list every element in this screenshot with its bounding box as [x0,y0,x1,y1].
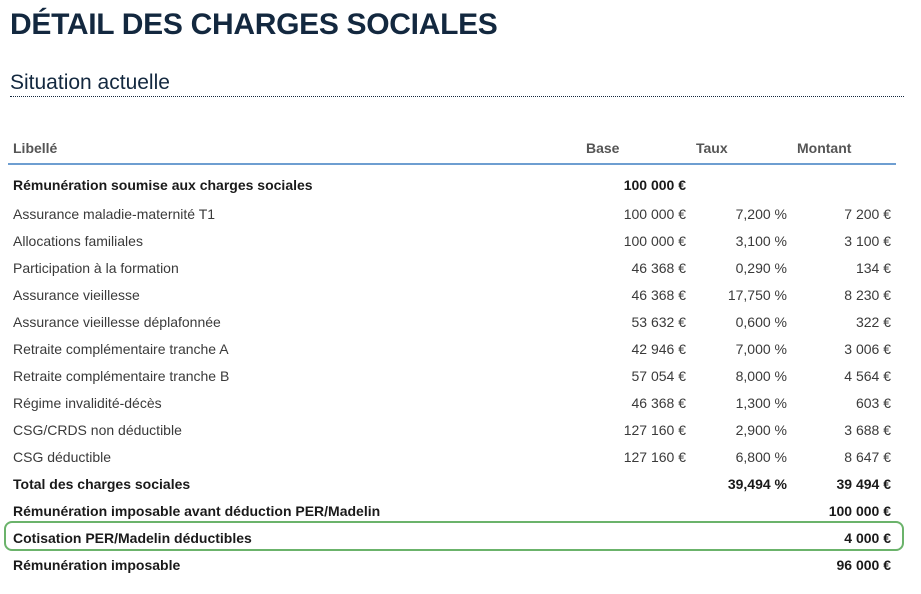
summary-row [8,497,896,524]
charges-table [8,133,896,578]
table-row [8,165,896,200]
row-amount: 603 € [855,394,891,411]
row-base: 100 000 € [623,232,686,249]
header-rate: Taux [691,133,792,165]
row-label: Retraite complémentaire tranche B [13,367,230,384]
row-rate: 0,290 % [735,259,787,276]
row-label: Cotisation PER/Madelin déductibles [13,529,252,546]
total-row [8,470,896,497]
row-rate: 2,900 % [735,421,787,438]
row-rate: 17,750 % [727,286,787,303]
table-header-row [8,133,896,165]
row-amount: 7 200 € [844,205,891,222]
row-amount: 8 230 € [844,286,891,303]
table-row [8,443,896,470]
table-row [8,227,896,254]
row-base: 53 632 € [631,313,686,330]
row-label: Allocations familiales [13,232,143,249]
row-label: Rémunération imposable [13,556,181,573]
row-base [581,551,691,578]
row-rate [691,551,792,578]
row-amount: 39 494 € [836,475,891,492]
row-amount: 96 000 € [836,556,891,573]
row-base: 100 000 € [623,177,686,193]
row-amount: 322 € [855,313,891,330]
table-row [8,308,896,335]
row-label: Participation à la formation [13,259,179,276]
table-row [8,416,896,443]
row-label: CSG/CRDS non déductible [13,421,182,438]
row-base: 57 054 € [631,367,686,384]
row-base: 127 160 € [623,421,686,438]
row-base: 100 000 € [623,205,686,222]
row-label: Assurance vieillesse déplafonnée [13,313,221,330]
table-row [8,389,896,416]
row-label: Rémunération soumise aux charges sociales [13,177,313,193]
row-base: 42 946 € [631,340,686,357]
table-row [8,362,896,389]
row-label: Total des charges sociales [13,475,191,492]
summary-row [8,551,896,578]
row-amount: 8 647 € [844,448,891,465]
row-rate: 1,300 % [735,394,787,411]
row-base: 46 368 € [631,286,686,303]
table-row [8,335,896,362]
row-rate: 0,600 % [735,313,787,330]
row-rate: 7,200 % [735,205,787,222]
row-rate [691,165,792,200]
row-base: 46 368 € [631,259,686,276]
row-rate: 8,000 % [735,367,787,384]
row-label: Retraite complémentaire tranche A [13,340,229,357]
row-rate [691,497,792,524]
row-base: 127 160 € [623,448,686,465]
row-base [581,470,691,497]
row-rate: 7,000 % [735,340,787,357]
row-label: CSG déductible [13,448,112,465]
table-row [8,200,896,227]
row-amount: 134 € [855,259,891,276]
section-divider [10,96,904,97]
row-amount: 3 100 € [844,232,891,249]
row-amount: 100 000 € [828,502,891,519]
row-label: Rémunération imposable avant déduction PER/Madelin [13,502,381,519]
row-base [581,524,691,551]
table-row [8,254,896,281]
header-label: Libellé [8,133,581,165]
row-rate: 3,100 % [735,232,787,249]
section-title: Situation actuelle [10,71,170,94]
table-row [8,281,896,308]
row-label: Assurance vieillesse [13,286,140,303]
row-amount: 4 564 € [844,367,891,384]
row-rate: 39,494 % [727,475,787,492]
row-label: Assurance maladie-maternité T1 [13,205,216,222]
row-base [581,497,691,524]
row-amount: 3 006 € [844,340,891,357]
row-rate: 6,800 % [735,448,787,465]
row-amount [792,165,896,200]
row-rate [691,524,792,551]
row-amount: 4 000 € [844,529,891,546]
header-base: Base [581,133,691,165]
page-title: DÉTAIL DES CHARGES SOCIALES [10,8,498,41]
row-label: Régime invalidité-décès [13,394,162,411]
highlighted-row [8,524,896,551]
header-amount: Montant [792,133,896,165]
row-amount: 3 688 € [844,421,891,438]
row-base: 46 368 € [631,394,686,411]
